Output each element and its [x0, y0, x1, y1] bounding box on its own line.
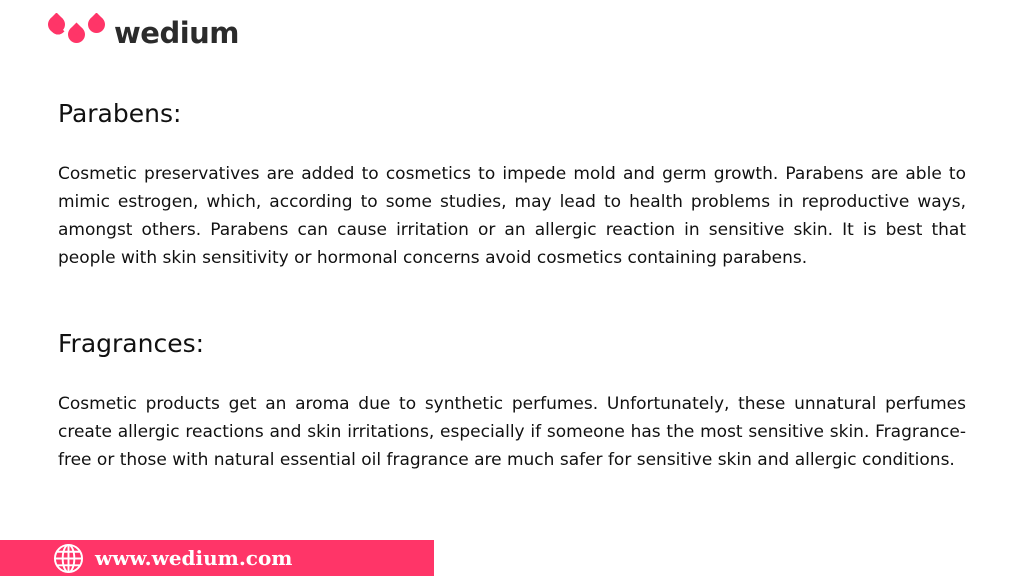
brand-logo [46, 13, 239, 53]
drops-logo-icon [46, 13, 108, 53]
section-body-parabens: Cosmetic preservatives are added to cosmetics to impede mold and germ growth. Parabens are able to mimic estrogen, which, according to some studies, may lead to health problems in reproductive ways, amongst others. Parabens can cause irritation or an allergic reaction in sensitive skin. It is best that people with skin sensitivity or hormonal concerns avoid cosmetics containing parabens. [58, 164, 966, 268]
website-url-link[interactable]: www.wedium.com [95, 546, 293, 570]
footer-bar [0, 540, 434, 576]
section-body-fragrances: Cosmetic products get an aroma due to synthetic perfumes. Unfortunately, these unnatural perfumes create allergic reactions and skin irritations, especially if someone has the most sensitive skin. Fragrance-free or those with natural essential oil fragrance are much safer for sensitive skin and allergic conditions. [58, 394, 966, 470]
section-heading-fragrances: Fragrances: [58, 329, 205, 358]
globe-icon [52, 542, 85, 575]
brand-name: wedium [114, 16, 240, 50]
section-heading-parabens: Parabens: [58, 99, 182, 128]
